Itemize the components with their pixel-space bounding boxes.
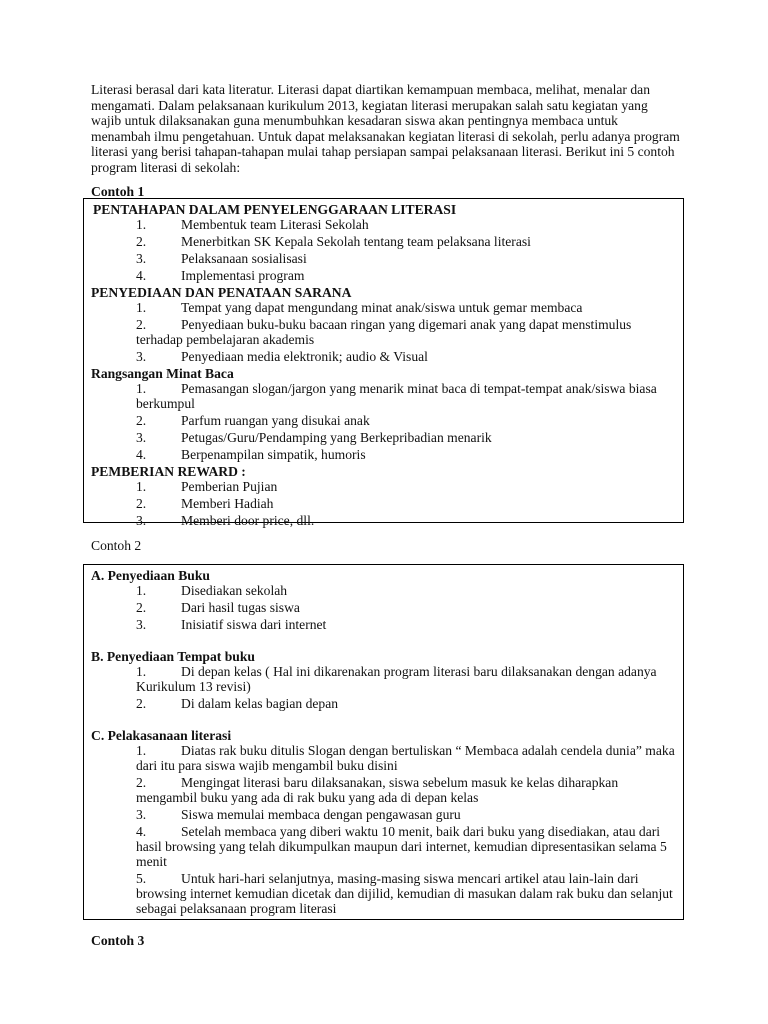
list-item-text: Parfum ruangan yang disukai anak xyxy=(181,413,370,428)
list-item xyxy=(91,381,676,411)
section-title: C. Pelakasanaan literasi xyxy=(91,728,232,743)
list-item xyxy=(91,664,676,694)
list-item-number: 4. xyxy=(136,824,147,839)
list-item-number: 1. xyxy=(136,479,147,494)
list-item xyxy=(91,824,676,869)
list-item-number: 5. xyxy=(136,871,147,886)
list-item-text: Di dalam kelas bagian depan xyxy=(181,696,339,711)
list-item-text: Membentuk team Literasi Sekolah xyxy=(181,217,369,232)
section-title: PEMBERIAN REWARD : xyxy=(91,464,246,479)
list-item-number: 2. xyxy=(136,775,147,790)
list-item-text: Pemberian Pujian xyxy=(181,479,278,494)
list-item-text: Diatas rak buku ditulis Slogan dengan bertuliskan “ Membaca adalah cendela dunia” maka dari itu para siswa wajib mengambil buku disini xyxy=(136,743,675,773)
list-item-text: Memberi door price, dll. xyxy=(181,513,315,528)
contoh3-caption: Contoh 3 xyxy=(91,933,145,948)
list-item-text: Di depan kelas ( Hal ini dikarenakan program literasi baru dilaksanakan dengan adanya Kurikulum 13 revisi) xyxy=(136,664,657,694)
contoh1-box xyxy=(83,198,684,528)
contoh2-box xyxy=(83,564,684,920)
list-item xyxy=(91,696,676,711)
list-item-number: 3. xyxy=(136,513,147,528)
list-item-text: Memberi Hadiah xyxy=(181,496,274,511)
list-item-number: 1. xyxy=(136,300,147,315)
list-item-text: Untuk hari-hari selanjutnya, masing-masing siswa mencari artikel atau lain-lain dari browsing internet kemudian dicetak dan dijilid, kemudian di masukan dalam rak buku dan selanjut sebagai pelaksanaan program literasi xyxy=(136,871,673,916)
list-item xyxy=(91,234,676,249)
section-gap xyxy=(91,713,676,728)
list-item-text: Pelaksanaan sosialisasi xyxy=(181,251,307,266)
list-item xyxy=(91,513,676,528)
list-item xyxy=(91,743,676,773)
list-item xyxy=(91,871,676,916)
list-item-text: Tempat yang dapat mengundang minat anak/siswa untuk gemar membaca xyxy=(181,300,583,315)
list-item xyxy=(91,775,676,805)
list-item-number: 2. xyxy=(136,696,147,711)
list-item-number: 2. xyxy=(136,600,147,615)
list-item xyxy=(91,268,676,283)
list-item-number: 3. xyxy=(136,807,147,822)
list-item-number: 1. xyxy=(136,583,147,598)
list-item-number: 2. xyxy=(136,317,147,332)
section-title: PENTAHAPAN DALAM PENYELENGGARAAN LITERASI xyxy=(93,202,457,217)
intro-paragraph: Literasi berasal dari kata literatur. Literasi dapat diartikan kemampuan membaca, melihat, menalar dan mengamati. Dalam pelaksanaan kurikulum 2013, kegiatan literasi merupakan salah satu kegiatan yang wajib untuk dilaksanakan guna menumbuhkan kesadaran siswa akan pentingnya membaca untuk menambah ilmu pengetahuan. Untuk dapat melaksanakan kegiatan literasi di sekolah, perlu adanya program literasi yang berisi tahapan-tahapan mulai tahap persiapan sampai pelaksanaan literasi. Berikut ini 5 contoh program literasi di sekolah: xyxy=(91,82,680,175)
list-item-number: 1. xyxy=(136,381,147,396)
list-item-number: 4. xyxy=(136,268,147,283)
section-title: PENYEDIAAN DAN PENATAAN SARANA xyxy=(91,285,352,300)
list-item-text: Penyediaan buku-buku bacaan ringan yang digemari anak yang dapat menstimulus terhadap pembelajaran akademis xyxy=(136,317,632,347)
list-item-number: 2. xyxy=(136,234,147,249)
list-item xyxy=(91,430,676,445)
list-item-number: 3. xyxy=(136,349,147,364)
list-item-text: Inisiatif siswa dari internet xyxy=(181,617,327,632)
list-item-text: Penyediaan media elektronik; audio & Visual xyxy=(181,349,428,364)
list-item-text: Petugas/Guru/Pendamping yang Berkepribadian menarik xyxy=(181,430,492,445)
list-item-number: 4. xyxy=(136,447,147,462)
section-title: B. Penyediaan Tempat buku xyxy=(91,649,255,664)
list-item-text: Pemasangan slogan/jargon yang menarik minat baca di tempat-tempat anak/siswa biasa berkumpul xyxy=(136,381,657,411)
list-item-text: Dari hasil tugas siswa xyxy=(181,600,300,615)
list-item-text: Siswa memulai membaca dengan pengawasan guru xyxy=(181,807,461,822)
list-item xyxy=(91,479,676,494)
list-item-text: Setelah membaca yang diberi waktu 10 menit, baik dari buku yang disediakan, atau dari hasil browsing yang telah dikumpulkan maupun dari internet, kemudian dipresentasikan selama 5 menit xyxy=(136,824,667,869)
list-item-number: 2. xyxy=(136,496,147,511)
list-item xyxy=(91,349,676,364)
list-item-number: 3. xyxy=(136,251,147,266)
list-item xyxy=(91,617,676,632)
list-item-text: Implementasi program xyxy=(181,268,305,283)
section-title: A. Penyediaan Buku xyxy=(91,568,210,583)
list-item-number: 1. xyxy=(136,217,147,232)
list-item xyxy=(91,217,676,232)
list-item-number: 3. xyxy=(136,430,147,445)
list-item-number: 2. xyxy=(136,413,147,428)
list-item xyxy=(91,413,676,428)
list-item-number: 1. xyxy=(136,743,147,758)
list-item-text: Mengingat literasi baru dilaksanakan, siswa sebelum masuk ke kelas diharapkan mengambil buku yang ada di rak buku yang ada di depan kelas xyxy=(136,775,619,805)
list-item xyxy=(91,251,676,266)
list-item-text: Berpenampilan simpatik, humoris xyxy=(181,447,366,462)
list-item xyxy=(91,496,676,511)
list-item-number: 1. xyxy=(136,664,147,679)
contoh2-caption: Contoh 2 xyxy=(91,538,142,553)
list-item xyxy=(91,447,676,462)
section-title: Rangsangan Minat Baca xyxy=(91,366,234,381)
contoh1-caption: Contoh 1 xyxy=(91,184,145,199)
list-item xyxy=(91,583,676,598)
list-item-number: 3. xyxy=(136,617,147,632)
list-item xyxy=(91,807,676,822)
list-item xyxy=(91,300,676,315)
section-gap xyxy=(91,634,676,649)
list-item-text: Disediakan sekolah xyxy=(181,583,288,598)
list-item xyxy=(91,317,676,347)
list-item xyxy=(91,600,676,615)
list-item-text: Menerbitkan SK Kepala Sekolah tentang team pelaksana literasi xyxy=(181,234,531,249)
